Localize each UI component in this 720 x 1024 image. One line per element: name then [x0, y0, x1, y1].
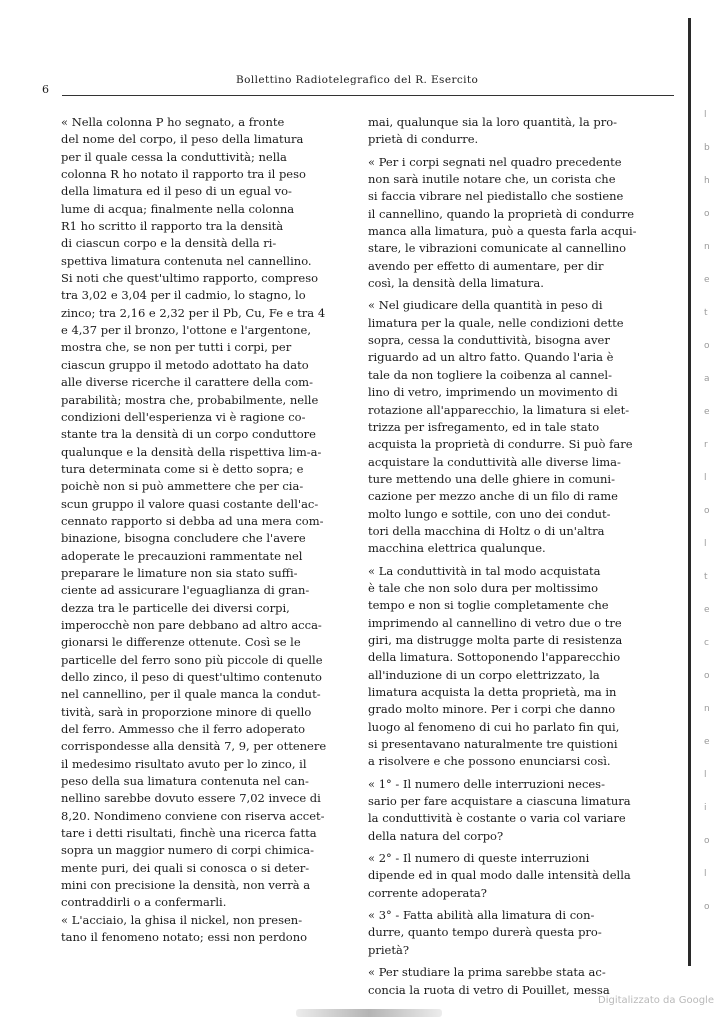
text-line: limatura per la quale, nelle condizioni dette — [368, 315, 624, 330]
text-line: nel cannellino, per il quale manca la condut- — [61, 687, 321, 702]
text-line: concia la ruota di vetro di Pouillet, messa — [368, 982, 610, 997]
text-line: alle diverse ricerche il carattere della com- — [61, 375, 313, 390]
text-line: il medesimo risultato avuto per lo zinco, il — [61, 756, 307, 771]
text-line: corrispondesse alla densità 7, 9, per ottenere — [61, 739, 327, 754]
text-line: stante tra la densità di un corpo conduttore — [61, 427, 316, 442]
bleed-mark: l — [704, 473, 707, 483]
text-line: tori della macchina di Holtz o di un'altra — [368, 523, 605, 538]
text-line: condizioni dell'esperienza vi è ragione co- — [61, 409, 306, 424]
text-line: grado molto minore. Per i corpi che danno — [368, 702, 616, 717]
text-line: tale da non togliere la coibenza al cannel- — [368, 367, 612, 382]
text-line: tra 3,02 e 3,04 per il cadmio, lo stagno, lo — [61, 288, 306, 303]
text-line: all'induzione di un corpo elettrizzato, la — [368, 667, 600, 682]
text-line: « Per i corpi segnati nel quadro precedente — [368, 154, 622, 169]
bleed-mark: o — [704, 341, 710, 351]
left-text-column — [61, 114, 345, 947]
text-line: si faccia vibrare nel piedistallo che sostiene — [368, 189, 624, 204]
text-line: lino di vetro, imprimendo un movimento di — [368, 385, 618, 400]
text-line: prietà? — [368, 942, 409, 957]
text-line: tura determinata come si è detto sopra; e — [61, 461, 304, 476]
text-line: giri, ma distrugge molta parte di resistenza — [368, 632, 623, 647]
text-line: mai, qualunque sia la loro quantità, la pro- — [368, 115, 618, 129]
text-line: binazione, bisogna concludere che l'avere — [61, 531, 306, 546]
text-line: ture mettendo una delle ghiere in comuni- — [368, 471, 615, 486]
page-edge-rule — [688, 18, 691, 966]
text-line: manca alla limatura, può a questa farla acqui- — [368, 224, 637, 239]
bleed-mark: a — [704, 374, 710, 384]
bleed-mark: b — [704, 143, 710, 153]
text-line: e 4,37 per il bronzo, l'ottone e l'argentone, — [61, 323, 311, 338]
text-line: contraddirli o a confermarli. — [61, 895, 227, 910]
text-line: avendo per effetto di aumentare, per dir — [368, 258, 604, 273]
bleed-mark: h — [704, 176, 710, 186]
text-line: zinco; tra 2,16 e 2,32 per il Pb, Cu, Fe e tra 4 — [61, 305, 326, 320]
text-line: cennato rapporto si debba ad una mera com- — [61, 513, 324, 528]
text-line: tano il fenomeno notato; essi non perdono — [61, 930, 308, 945]
text-line: non sarà inutile notare che, un corista che — [368, 172, 616, 187]
bleed-mark: n — [704, 242, 710, 252]
text-line: il cannellino, quando la proprietà di condurre — [368, 206, 635, 221]
bleed-mark: o — [704, 836, 710, 846]
text-line: Si noti che quest'ultimo rapporto, compreso — [61, 271, 319, 286]
text-line: tività, sarà in proporzione minore di quello — [61, 704, 312, 719]
text-line: la conduttività è costante o varia col variare — [368, 811, 626, 826]
text-line: cazione per mezzo anche di un filo di rame — [368, 489, 618, 504]
text-line: sopra un maggior numero di corpi chimica- — [61, 843, 315, 858]
text-line: della limatura. Sottoponendo l'apparecchio — [368, 650, 621, 665]
text-line: « L'acciaio, la ghisa il nickel, non presen- — [61, 912, 303, 927]
bleed-mark: l — [704, 539, 707, 549]
text-line: dezza tra le particelle dei diversi corpi, — [61, 600, 290, 615]
page-number: 6 — [42, 83, 49, 96]
text-line: peso della sua limatura contenuta nel can- — [61, 774, 309, 789]
text-line: della limatura ed il peso di un egual vo- — [61, 184, 292, 199]
running-head: Bollettino Radiotelegrafico del R. Esercito — [236, 74, 479, 86]
text-line: a risolvere e che possono enunciarsi così. — [368, 754, 611, 769]
text-line: ciascun gruppo il metodo adottato ha dato — [61, 357, 309, 372]
text-line: « Nella colonna P ho segnato, a fronte — [61, 115, 285, 129]
bleed-mark: e — [704, 737, 710, 747]
text-line: prietà di condurre. — [368, 132, 479, 147]
text-line: sopra, cessa la conduttività, bisogna aver — [368, 333, 610, 348]
text-line: del ferro. Ammesso che il ferro adoperato — [61, 722, 306, 737]
text-line: della natura del corpo? — [368, 828, 504, 843]
text-line: mini con precisione la densità, non verrà a — [61, 878, 311, 893]
bleed-mark: l — [704, 869, 707, 879]
text-line: trizza per isfregamento, ed in tale stato — [368, 419, 600, 434]
text-line: del nome del corpo, il peso della limatura — [61, 132, 304, 147]
bleed-mark: o — [704, 902, 710, 912]
bleed-mark: n — [704, 704, 710, 714]
text-line: lume di acqua; finalmente nella colonna — [61, 201, 295, 216]
bleed-mark: o — [704, 209, 710, 219]
bleed-mark: o — [704, 506, 710, 516]
text-line: limatura acquista la detta proprietà, ma in — [368, 685, 617, 699]
bleed-mark: t — [704, 572, 708, 582]
text-line: è tale che non solo dura per moltissimo — [368, 580, 599, 595]
text-line: sario per fare acquistare a ciascuna limatura — [368, 794, 631, 809]
text-line: di ciascun corpo e la densità della ri- — [61, 236, 277, 251]
bleed-mark: l — [704, 770, 707, 780]
bleed-mark: e — [704, 605, 710, 615]
text-line: « 3° - Fatta abilità alla limatura di con- — [368, 908, 595, 923]
text-line: riguardo ad un altro fatto. Quando l'aria è — [368, 350, 614, 365]
text-line: spettiva limatura contenuta nel cannellino. — [61, 253, 312, 268]
bleed-mark: c — [704, 638, 709, 648]
text-line: particelle del ferro sono più piccole di quelle — [61, 652, 323, 667]
text-line: ciente ad assicurare l'eguaglianza di gran- — [61, 583, 310, 598]
text-line: 8,20. Nondimeno conviene con riserva accet- — [61, 808, 325, 823]
text-line: acquistare la conduttività alle diverse lima- — [368, 454, 621, 469]
right-text-column — [368, 114, 668, 999]
text-line: adoperate le precauzioni rammentate nel — [61, 548, 303, 563]
text-line: « 2° - Il numero di queste interruzioni — [368, 851, 590, 866]
text-line: scun gruppo il valore quasi costante dell'ac- — [61, 496, 319, 511]
text-line: preparare le limature non sia stato suffi- — [61, 565, 298, 580]
text-line: « La conduttività in tal modo acquistata — [368, 563, 601, 578]
text-line: qualunque e la densità della rispettiva lim-a- — [61, 444, 322, 459]
text-line: nellino sarebbe dovuto essere 7,02 invece di — [61, 791, 321, 806]
digitization-watermark: Digitalizzato da Google — [598, 995, 714, 1006]
text-line: rotazione all'apparecchio, la limatura si elet- — [368, 402, 630, 417]
text-line: dipende ed in qual modo dalle intensità della — [368, 868, 631, 883]
bleed-mark: r — [704, 440, 708, 450]
bleed-mark: i — [704, 803, 707, 813]
bleed-mark: e — [704, 407, 710, 417]
text-line: mente puri, dei quali si conosca o si deter- — [61, 860, 310, 875]
text-line: durre, quanto tempo durerà questa pro- — [368, 925, 602, 940]
text-line: imperocchè non pare debbano ad altro acca- — [61, 617, 322, 632]
text-line: mostra che, se non per tutti i corpi, per — [61, 340, 292, 355]
text-line: si presentavano naturalmente tre quistioni — [368, 737, 618, 752]
text-line: R1 ho scritto il rapporto tra la densità — [61, 219, 284, 234]
text-line: tempo e non si toglie completamente che — [368, 598, 609, 613]
text-line: molto lungo e sottile, con uno dei condut- — [368, 506, 611, 521]
bleed-mark: e — [704, 275, 710, 285]
text-line: colonna R ho notato il rapporto tra il peso — [61, 167, 306, 182]
text-line: corrente adoperata? — [368, 885, 487, 900]
bleed-mark: o — [704, 671, 710, 681]
text-line: stare, le vibrazioni comunicate al cannellino — [368, 241, 627, 256]
bleed-mark: l — [704, 110, 707, 120]
footer-smudge — [296, 1009, 442, 1017]
text-line: parabilità; mostra che, probabilmente, nelle — [61, 392, 319, 407]
text-line: « Per studiare la prima sarebbe stata ac- — [368, 965, 606, 980]
text-line: « 1° - Il numero delle interruzioni neces- — [368, 776, 605, 791]
text-line: acquista la proprietà di condurre. Si può fare — [368, 437, 633, 452]
text-line: macchina elettrica qualunque. — [368, 541, 546, 556]
text-line: tare i detti risultati, finchè una ricerca fatta — [61, 826, 317, 841]
header-rule — [62, 95, 674, 96]
text-line: luogo al fenomeno di cui ho parlato fin qui, — [368, 719, 620, 734]
text-line: « Nel giudicare della quantità in peso di — [368, 298, 603, 313]
text-line: poichè non si può ammettere che per cia- — [61, 479, 304, 494]
text-line: così, la densità della limatura. — [368, 276, 544, 291]
text-line: imprimendo al cannellino di vetro due o tre — [368, 615, 622, 630]
bleed-mark: t — [704, 308, 708, 318]
text-line: gionarsi le differenze ottenute. Così se le — [61, 635, 301, 650]
text-line: per il quale cessa la conduttività; nella — [61, 149, 287, 164]
text-line: dello zinco, il peso di quest'ultimo contenuto — [61, 670, 322, 684]
